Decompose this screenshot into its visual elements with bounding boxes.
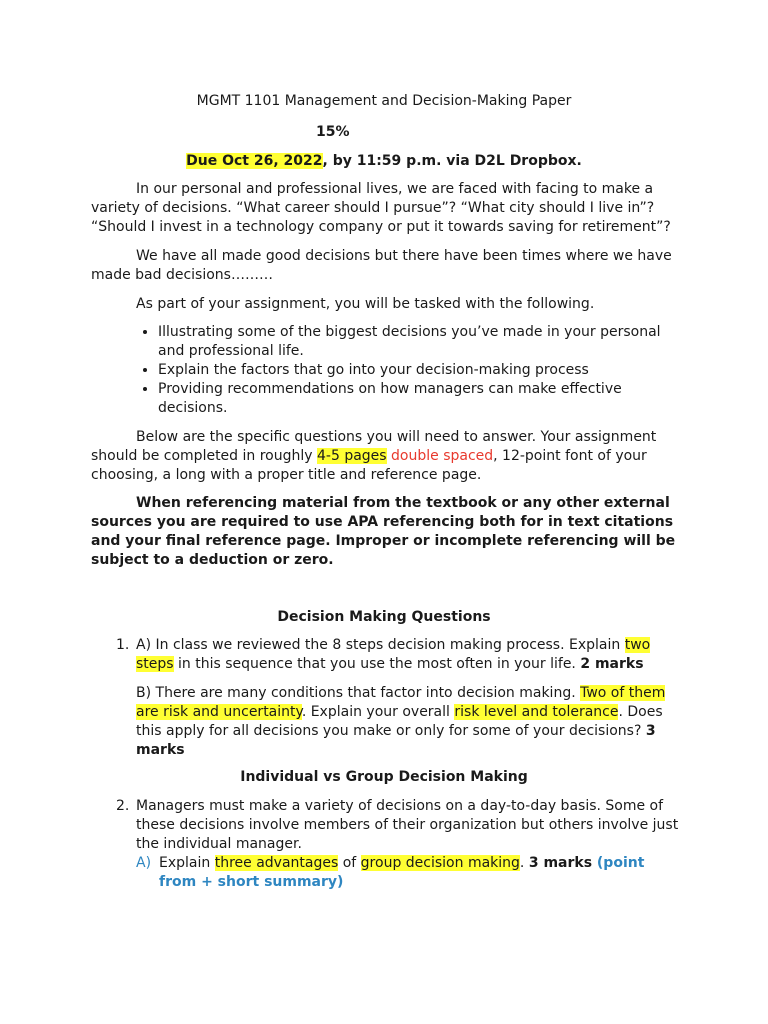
page-count-highlight: 4-5 pages <box>317 448 387 464</box>
sub-question-label: A) <box>136 855 152 871</box>
document-page: MGMT 1101 Management and Decision-Making Paper 15% Due Oct 26, 2022, by 11:59 p.m. via D2L Dropbox. In our personal and professional lives, we are faced with facing to make a variety of decisions. “What career should I pursue”? “What city should I live in”? “Should I invest in a technology company or put it towards saving for retirement”? We have all made good decisions but there have been times where we have made bad decisions……… As part of your assignment, you will be tasked with the following. • Illustrating some of the biggest decisions you’ve made in your personal and professional life. • Explain the factors that go into your decision-making process • Providing recommendations on how managers can make effective decisions. Below are the specific questions you will need to answer. Your assignment should be completed in roughly 4-5 pages double spaced, 12-point font of your choosing, a long with a proper title and reference page. When referencing material from the textbook or any other external sources you are required to use APA referencing both for in text citations and your final reference page. Improper or incomplete referencing will be subject to a deduction or zero. Decision Making Questions 1. A) In class we reviewed the 8 steps decision making process. Explain two steps in this sequence that you use the most often in your life. 2 marks B) There are many conditions that factor into decision making. Two of them are risk and uncertainty. Explain your overall risk level and tolerance. Does this apply for all decisions you make or only for some of your decisions? 3 marks Individual vs Group Decision Making 2. Managers must make a variety of decisions on a day-to-day basis. Some of these decisions involve members of their organization but others involve just the individual manager. A) Explain three advantages of group decision making. 3 marks (point from + short summary) <box>0 0 768 1024</box>
section-heading-individual-vs-group: Individual vs Group Decision Making <box>240 769 528 785</box>
section-heading-decision-making: Decision Making Questions <box>277 609 491 625</box>
due-date-highlight: Due Oct 26, 2022 <box>186 153 323 169</box>
marks-label: marks <box>136 742 185 758</box>
marking-note: from + short summary) <box>159 874 344 890</box>
marks-label: 3 <box>645 723 656 739</box>
task-bullet-list <box>136 323 698 418</box>
intro-paragraph-3: As part of your assignment, you will be tasked with the following. <box>136 296 595 312</box>
list-item: • Explain the factors that go into your decision-making process <box>158 361 698 380</box>
double-spaced-text: double spaced <box>391 448 494 464</box>
list-item: • Providing recommendations on how managers can make effective decisions. <box>158 380 698 418</box>
list-item: • Illustrating some of the biggest decisions you’ve made in your personal and professional life. <box>158 323 698 361</box>
question-number: 1. <box>116 637 130 653</box>
marks-label: 3 marks <box>528 855 593 871</box>
marks-label: 2 marks <box>580 656 644 672</box>
document-title: MGMT 1101 Management and Decision-Making Paper <box>196 93 572 109</box>
due-date: Due Oct 26, 2022, by 11:59 p.m. via D2L Dropbox. <box>186 153 582 169</box>
question-number: 2. <box>116 798 130 814</box>
grade-weight: 15% <box>316 124 350 140</box>
marking-note: (point <box>592 855 645 871</box>
